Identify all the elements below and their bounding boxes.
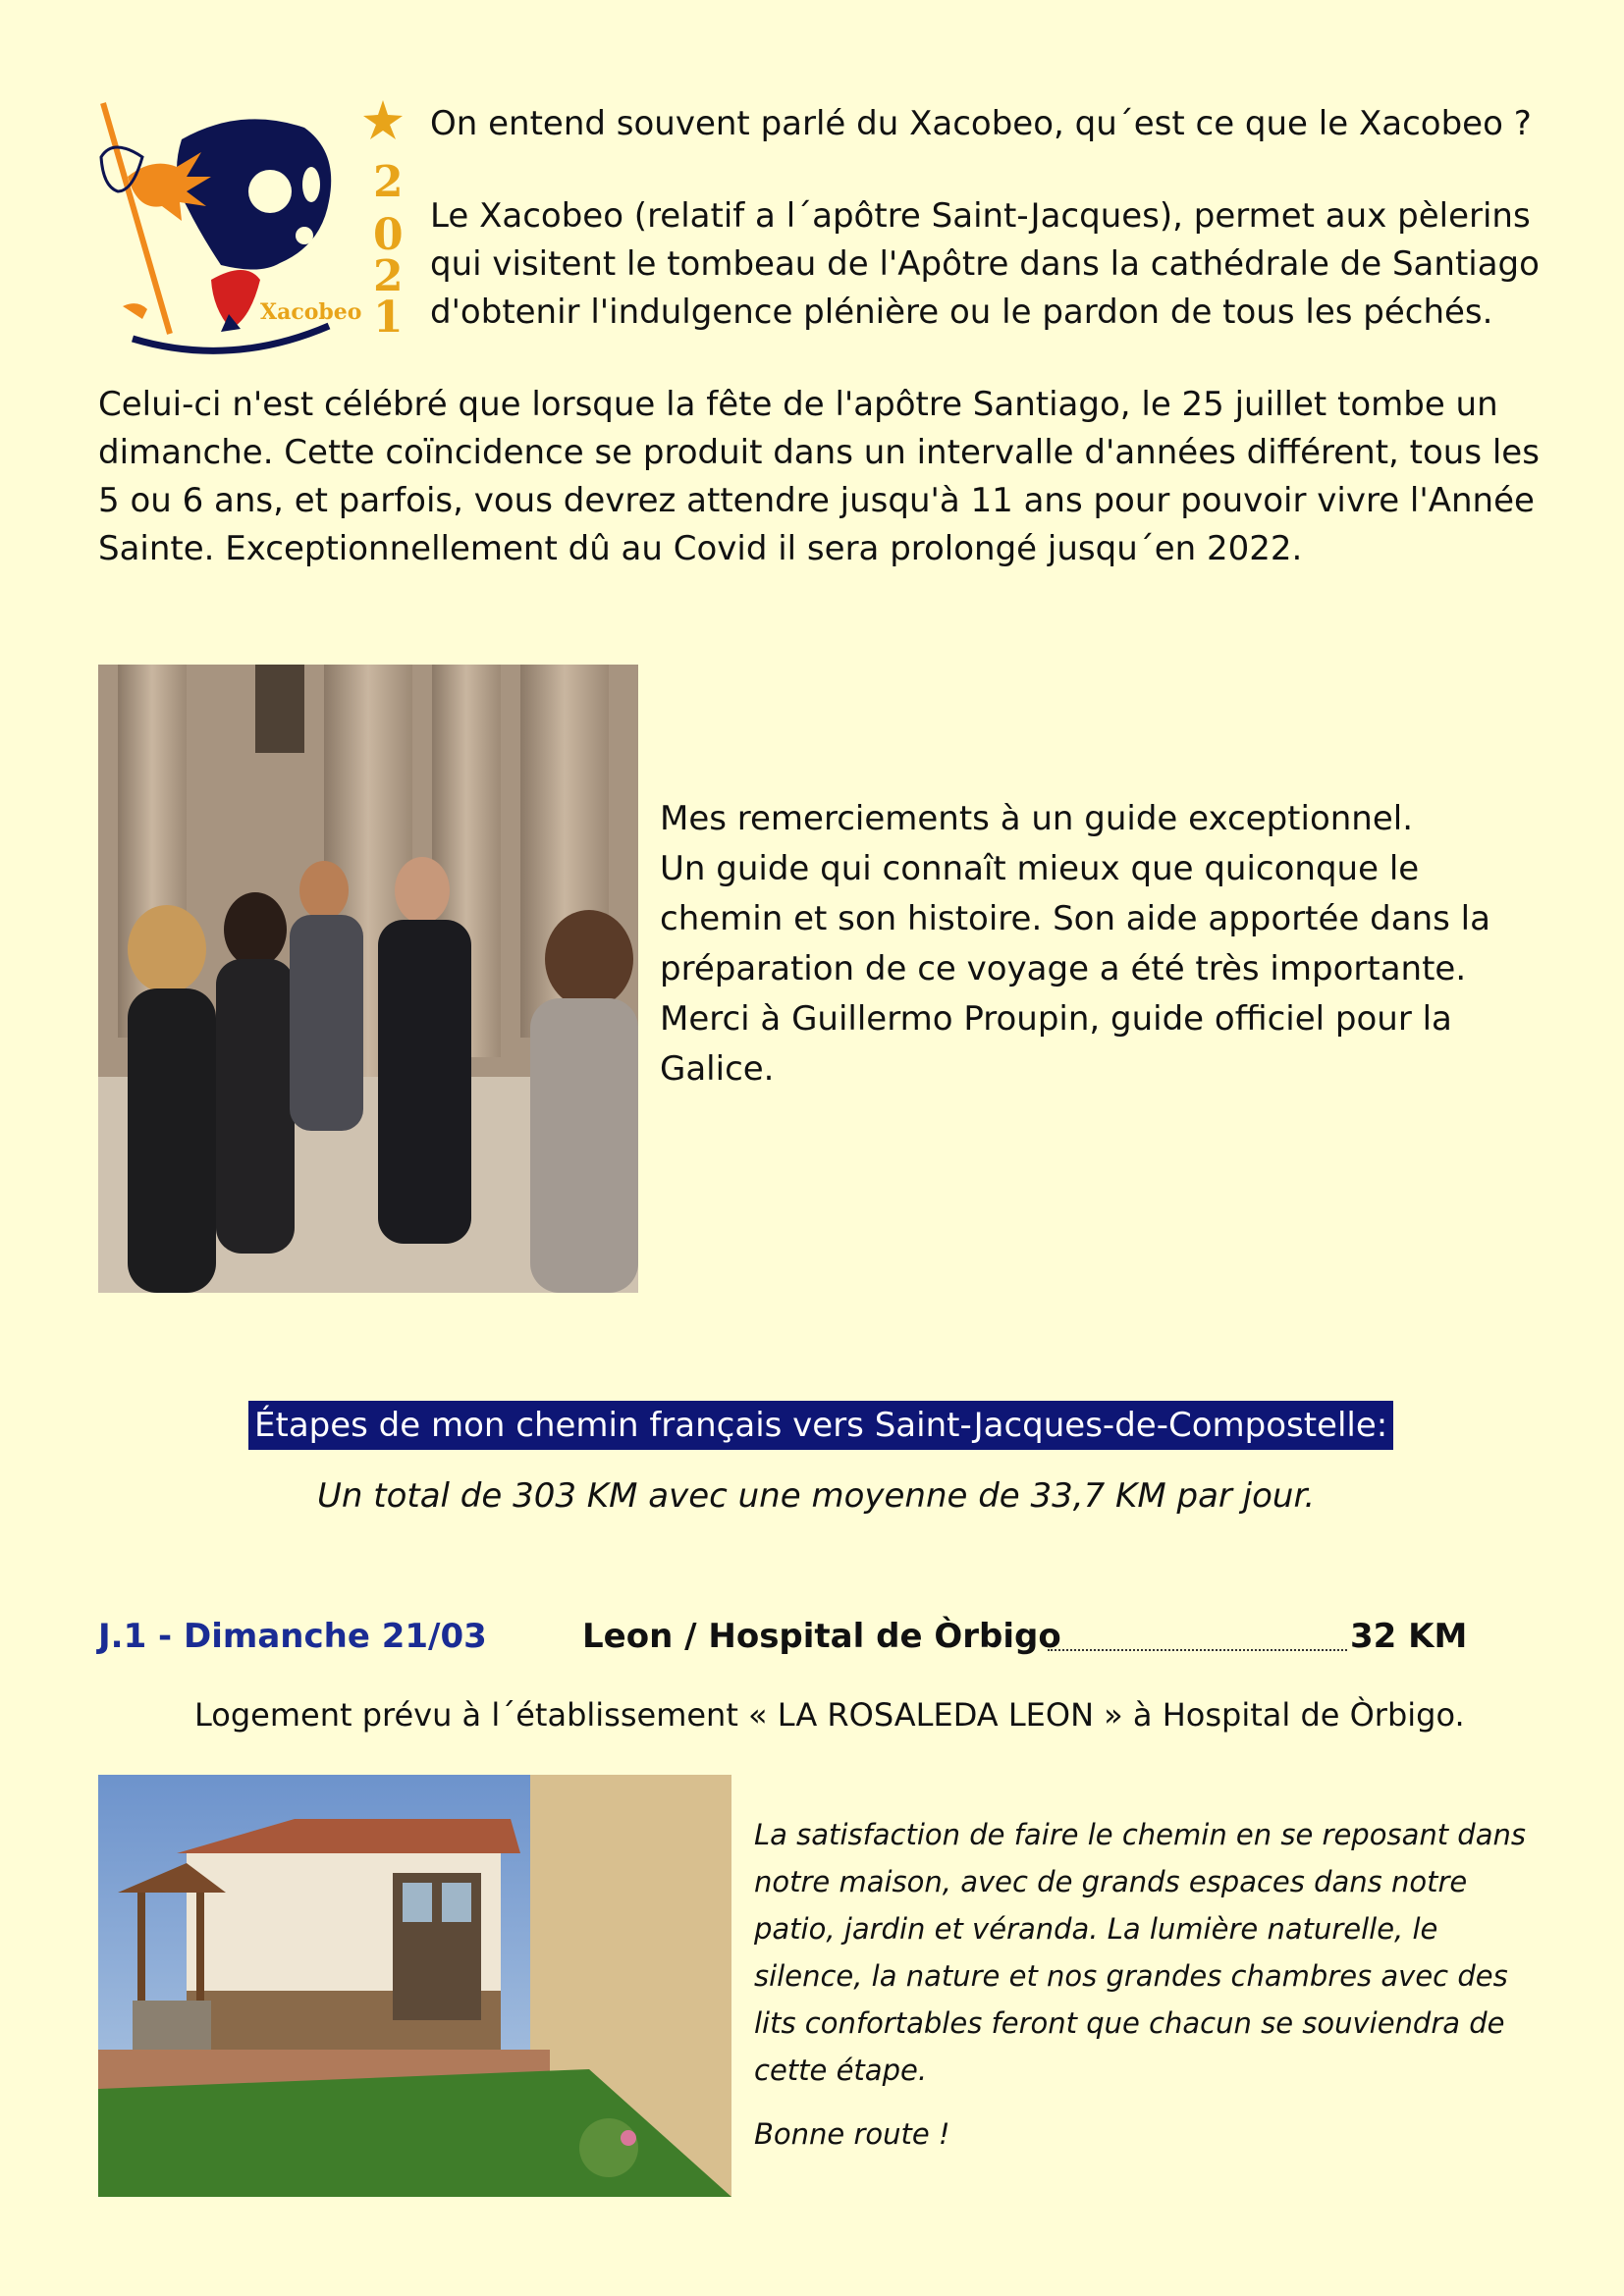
logo-year-digit: 0 (373, 210, 404, 260)
cathedral-group-photo (98, 665, 638, 1293)
day-heading: J.1 - Dimanche 21/03 (98, 1617, 487, 1656)
logo-wordmark: Xacobeo (260, 299, 362, 325)
closing-line: Bonne route ! (754, 2117, 950, 2151)
logo-year-digit: 1 (373, 293, 404, 343)
hotel-description (754, 1811, 1526, 2094)
intro-question: On entend souvent parlé du Xacobeo, qu´est ce que le Xacobeo ? (430, 104, 1532, 143)
route-dot-leader (1048, 1649, 1347, 1651)
thanks-line: Galice. (660, 1049, 775, 1089)
lodging-line: Logement prévu à l´établissement « LA ROSALEDA LEON » à Hospital de Òrbigo. (194, 1696, 1465, 1734)
thanks-line: chemin et son histoire. Son aide apportée dans la (660, 899, 1490, 938)
celebration-paragraph (98, 381, 1540, 573)
logo-year-digit: 2 (373, 157, 404, 207)
logo-year-digit: 2 (373, 251, 404, 301)
day-route: Leon / Hospital de Òrbigo (582, 1617, 1061, 1656)
thanks-line: Mes remerciements à un guide exceptionnel. (660, 799, 1414, 838)
description-line: notre maison, avec de grands espaces dans notre (754, 1865, 1468, 1898)
description-line: cette étape. (754, 2054, 928, 2087)
hotel-rosaleda-photo (98, 1775, 731, 2197)
description-line: patio, jardin et véranda. La lumière naturelle, le (754, 1912, 1438, 1946)
thanks-paragraph (660, 794, 1490, 1095)
celebration-line: Sainte. Exceptionnellement dû au Covid il sera prolongé jusqu´en 2022. (98, 529, 1303, 568)
description-line: lits confortables feront que chacun se souviendra de (754, 2006, 1505, 2040)
celebration-line: dimanche. Cette coïncidence se produit dans un intervalle d'années différent, tous les (98, 433, 1540, 472)
stages-summary: Un total de 303 KM avec une moyenne de 33,7 KM par jour. (317, 1476, 1316, 1516)
thanks-line: préparation de ce voyage a été très importante. (660, 949, 1467, 988)
intro-paragraph (430, 192, 1540, 337)
stages-banner: Étapes de mon chemin français vers Saint-Jacques-de-Compostelle: (248, 1401, 1393, 1450)
thanks-line: Merci à Guillermo Proupin, guide officiel pour la (660, 999, 1452, 1039)
intro-line: d'obtenir l'indulgence plénière ou le pardon de tous les péchés. (430, 293, 1493, 332)
celebration-line: Celui-ci n'est célébré que lorsque la fête de l'apôtre Santiago, le 25 juillet tombe un (98, 385, 1498, 424)
description-line: silence, la nature et nos grandes chambres avec des (754, 1959, 1508, 1993)
intro-line: Le Xacobeo (relatif a l´apôtre Saint-Jacques), permet aux pèlerins (430, 196, 1531, 236)
celebration-line: 5 ou 6 ans, et parfois, vous devrez attendre jusqu'à 11 ans pour pouvoir vivre l'Année (98, 481, 1535, 520)
intro-line: qui visitent le tombeau de l'Apôtre dans la cathédrale de Santiago (430, 244, 1540, 284)
thanks-line: Un guide qui connaît mieux que quiconque le (660, 849, 1420, 888)
description-line: La satisfaction de faire le chemin en se reposant dans (754, 1818, 1526, 1851)
day-distance: 32 KM (1350, 1617, 1468, 1656)
xacobeo-2021-logo (93, 98, 422, 363)
